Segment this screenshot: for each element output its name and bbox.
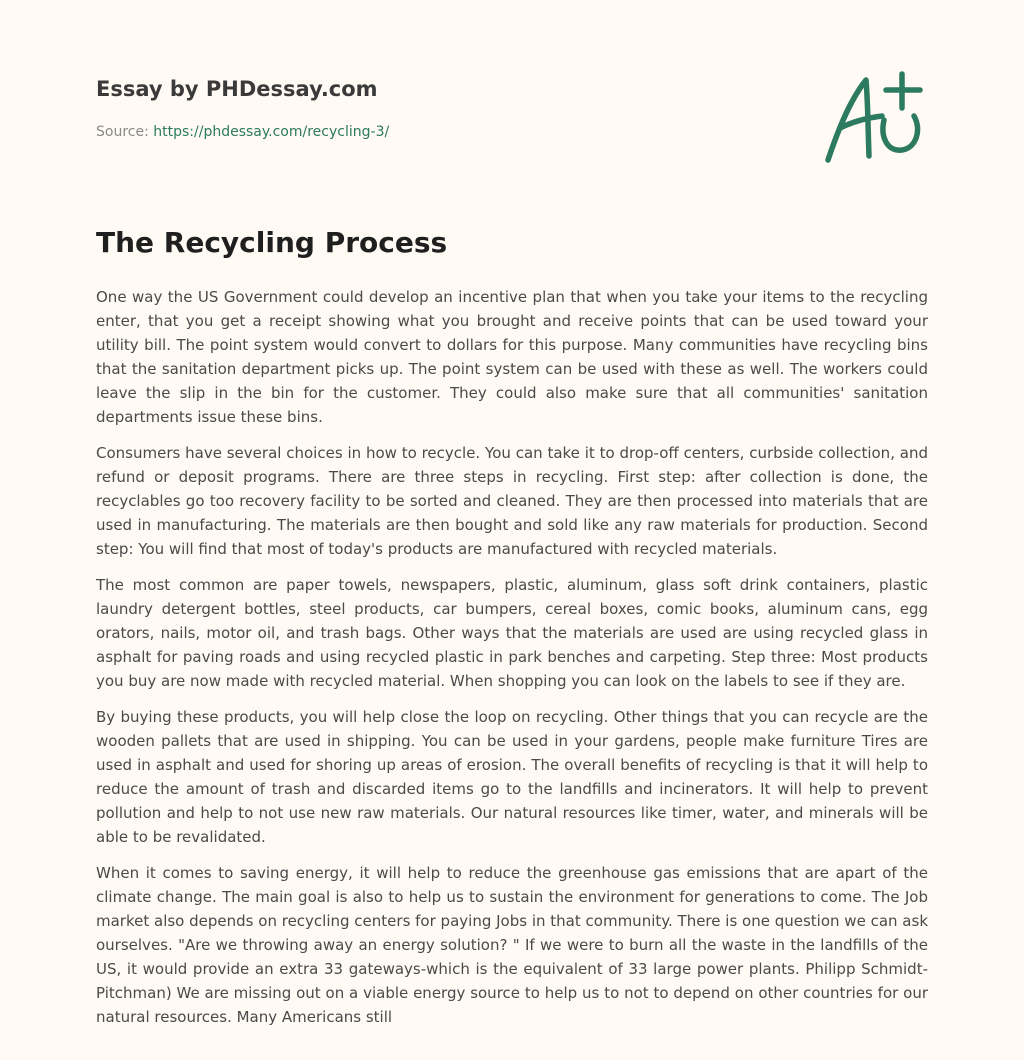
essay-paragraph: Consumers have several choices in how to recycle. You can take it to drop-off centers, curbside collection, and refund or deposit programs. There are three steps in recycling. First step: after collection is done, the recyclables go too recovery facility to be sorted and cleaned. They are then processed into materials that are used in manufacturing. The materials are then bought and sold like any raw materials for production. Second step: You will find that most of today's products are manufactured with recycled materials. (96, 444, 928, 558)
source-label: Source: (96, 124, 149, 140)
page-header (96, 0, 928, 200)
site-title: Essay by PHDessay.com (96, 77, 378, 101)
essay-paragraph: By buying these products, you will help close the loop on recycling. Other things that you can recycle are the wooden pallets that are used in shipping. You can be used in your gardens, people make furniture Tires are used in asphalt and used for shoring up areas of erosion. The overall benefits of recycling is that it will help to reduce the amount of trash and discarded items go to the landfills and incinerators. It will help to prevent pollution and help to not use new raw materials. Our natural resources like timer, water, and minerals will be able to be revalidated. (96, 708, 928, 846)
essay-title: The Recycling Process (96, 226, 448, 259)
a-plus-logo-icon (822, 68, 926, 164)
essay-page (96, 0, 928, 1026)
essay-paragraph: When it comes to saving energy, it will help to reduce the greenhouse gas emissions that are apart of the climate change. The main goal is also to help us to sustain the environment for generations to come. The Job market also depends on recycling centers for paying Jobs in that community. There is one question we can ask ourselves. "Are we throwing away an energy solution? " If we were to burn all the waste in the landfills of the US, it would provide an extra 33 gateways-which is the equivalent of 33 large power plants. Philipp Schmidt-Pitchman) We are missing out on a viable energy source to help us to not to depend on other countries for our natural resources. Many Americans still (96, 864, 928, 1026)
source-link[interactable]: https://phdessay.com/recycling-3/ (153, 124, 390, 140)
essay-paragraph: The most common are paper towels, newspapers, plastic, aluminum, glass soft drink containers, plastic laundry detergent bottles, steel products, car bumpers, cereal boxes, comic books, aluminum cans, egg orators, nails, motor oil, and trash bags. Other ways that the materials are used are using recycled glass in asphalt for paving roads and using recycled plastic in park benches and carpeting. Step three: Most products you buy are now made with recycled material. When shopping you can look on the labels to see if they are. (96, 576, 928, 690)
essay-paragraph: One way the US Government could develop an incentive plan that when you take your items to the recycling enter, that you get a receipt showing what you brought and receive points that can be used toward your utility bill. The point system would convert to dollars for this purpose. Many communities have recycling bins that the sanitation department picks up. The point system can be used with these as well. The workers could leave the slip in the bin for the customer. They could also make sure that all communities' sanitation departments issue these bins. (96, 288, 928, 426)
essay-body (96, 285, 928, 1041)
source-line (96, 124, 389, 140)
